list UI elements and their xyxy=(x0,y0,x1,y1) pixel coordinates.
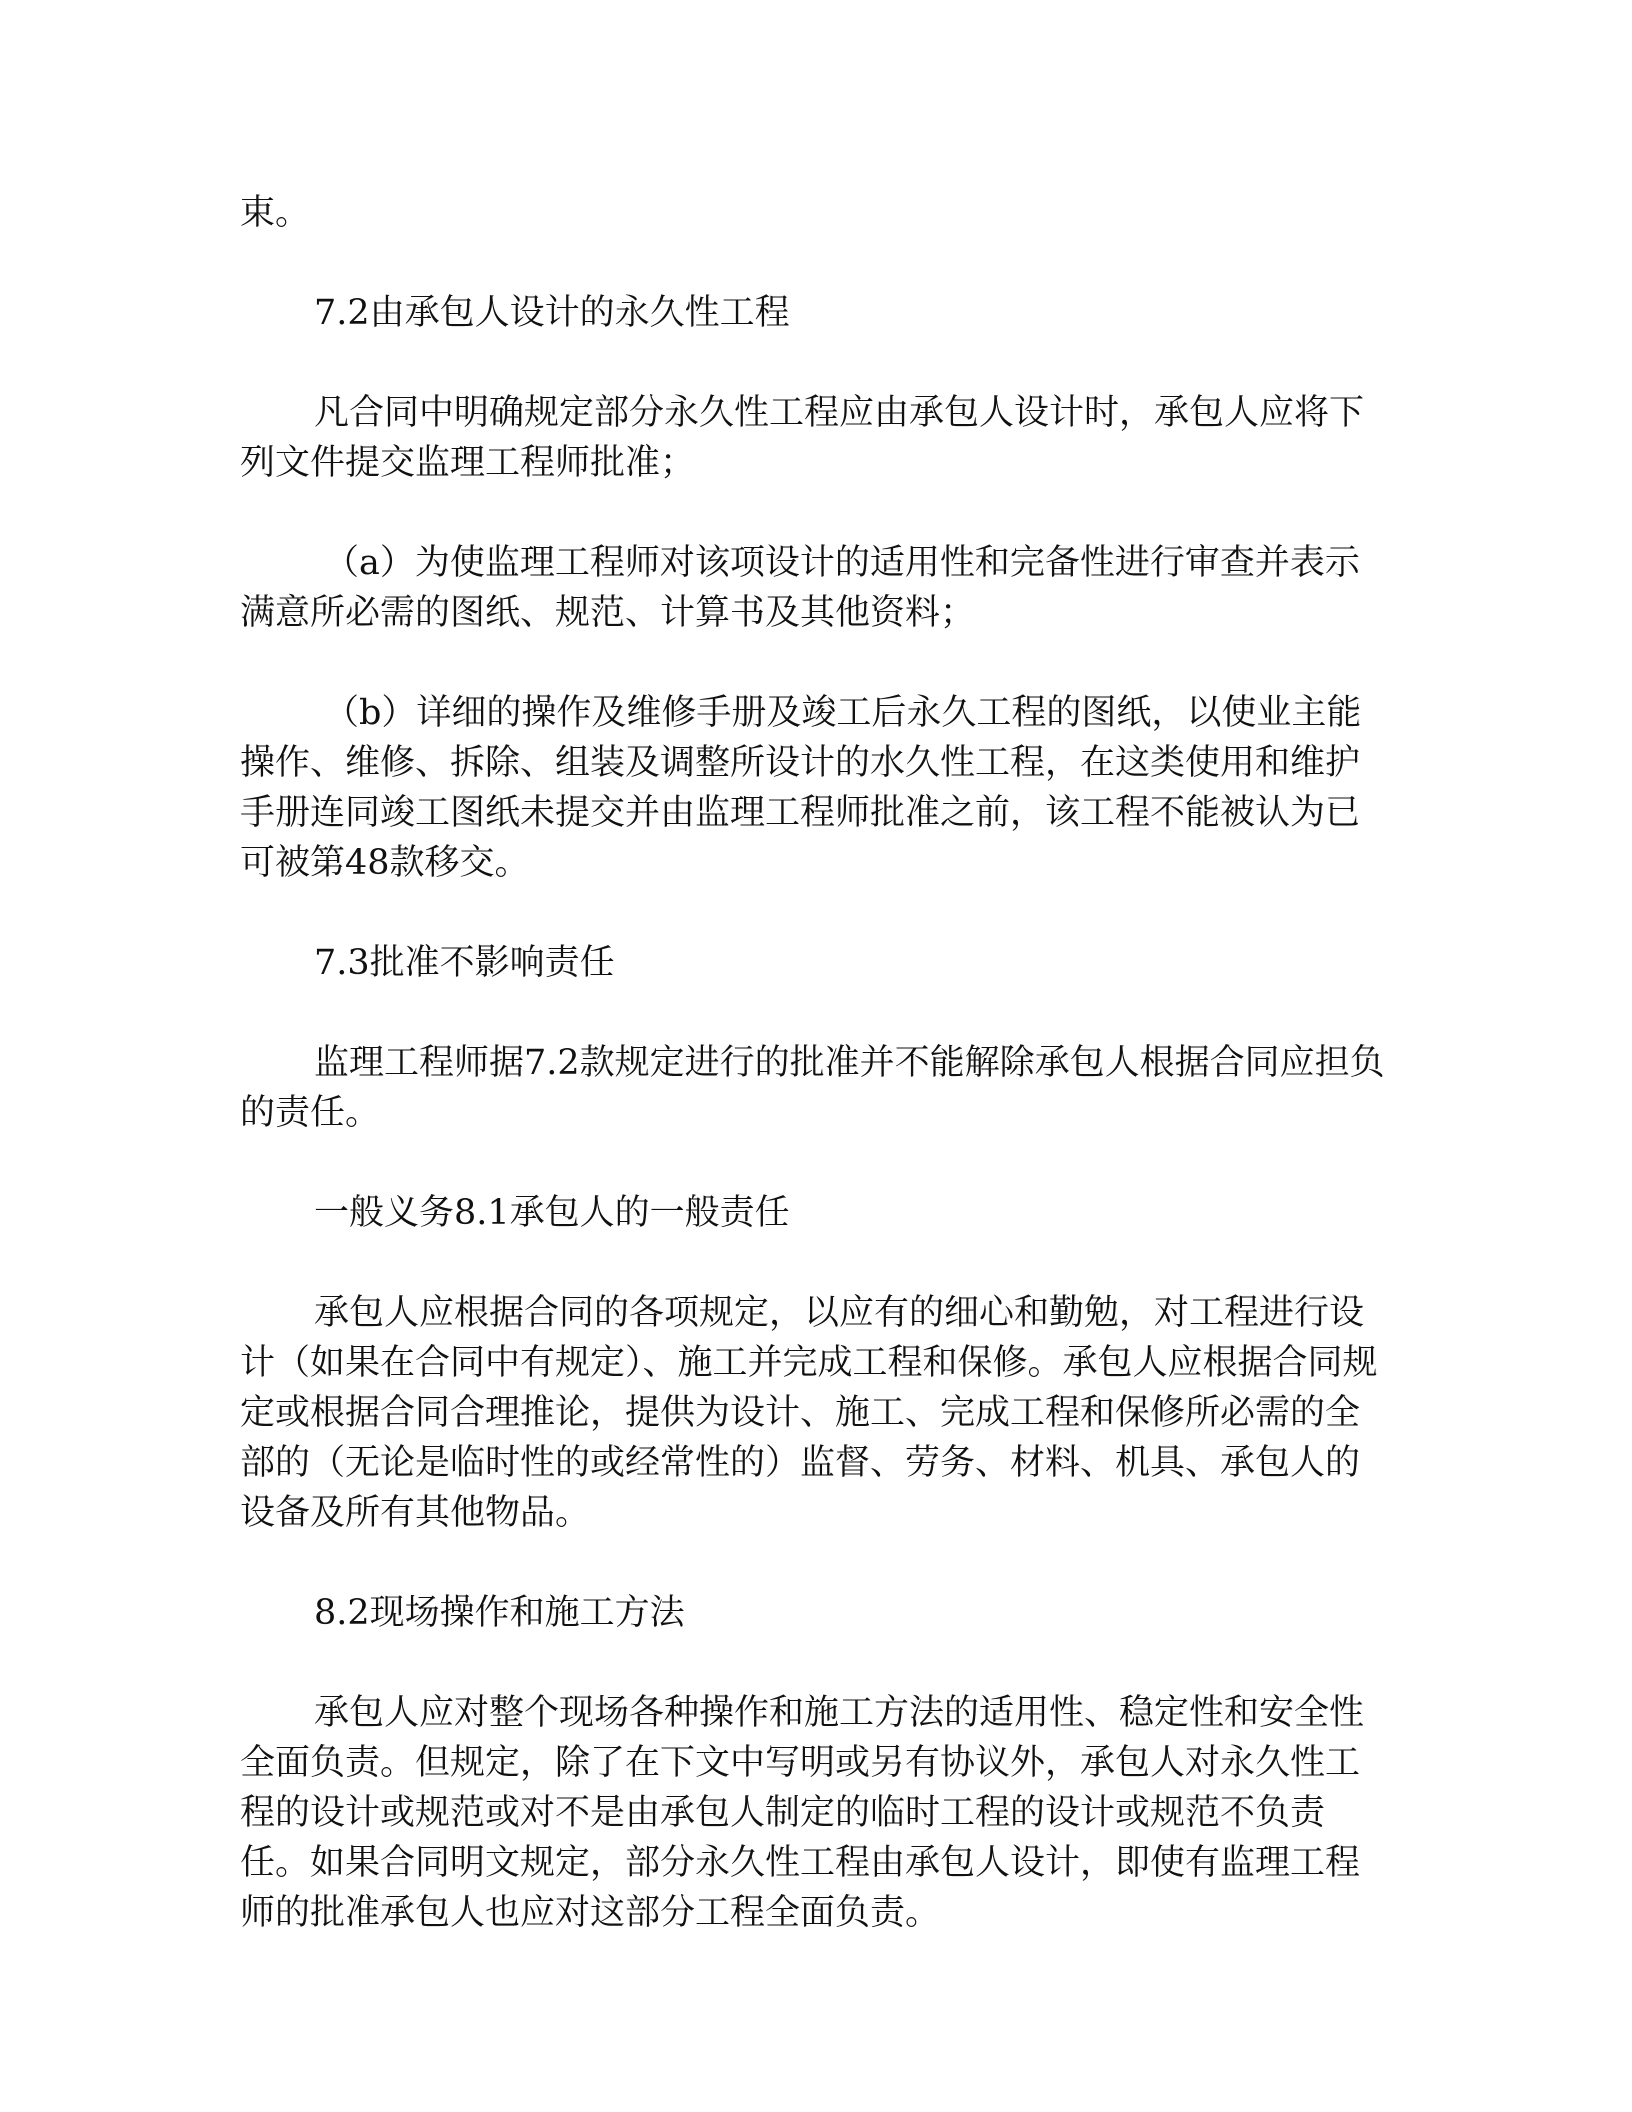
continuation-text: 束。 xyxy=(240,193,311,233)
list-item-b: （b）详细的操作及维修手册及竣工后永久工程的图纸，以使业主能操作、维修、拆除、组装及调整所设计的水久性工程，在这类使用和维护手册连同竣工图纸未提交并由监理工程师批准之前，该工程不能被认为已可被第48款移交。 xyxy=(240,693,1362,883)
section-heading-7-2: 7.2由承包人设计的永久性工程 xyxy=(314,293,790,333)
list-item-a: （a）为使监理工程师对该项设计的适用性和完备性进行审查并表示满意所必需的图纸、规范、计算书及其他资料； xyxy=(240,543,1360,633)
section-heading-8-1: 一般义务8.1承包人的一般责任 xyxy=(314,1193,790,1233)
paragraph-8-1: 承包人应根据合同的各项规定，以应有的细心和勤勉，对工程进行设计（如果在合同中有规定）、施工并完成工程和保修。承包人应根据合同规定或根据合同合理推论，提供为设计、施工、完成工程和保修所必需的全部的（无论是临时性的或经常性的）监督、劳务、材料、机具、承包人的设备及所有其他物品。 xyxy=(240,1293,1378,1533)
section-heading-7-3: 7.3批准不影响责任 xyxy=(314,943,615,983)
paragraph-7-2-intro: 凡合同中明确规定部分永久性工程应由承包人设计时，承包人应将下列文件提交监理工程师批准； xyxy=(240,393,1365,483)
paragraph-8-2: 承包人应对整个现场各种操作和施工方法的适用性、稳定性和安全性全面负责。但规定，除了在下文中写明或另有协议外，承包人对永久性工程的设计或规范或对不是由承包人制定的临时工程的设计或规范不负责任。如果合同明文规定，部分永久性工程由承包人设计，即使有监理工程师的批准承包人也应对这部分工程全面负责。 xyxy=(240,1693,1365,1933)
paragraph-7-3: 监理工程师据7.2款规定进行的批准并不能解除承包人根据合同应担负的责任。 xyxy=(240,1043,1385,1133)
document-body xyxy=(240,188,1388,1988)
section-heading-8-2: 8.2现场操作和施工方法 xyxy=(314,1593,685,1633)
